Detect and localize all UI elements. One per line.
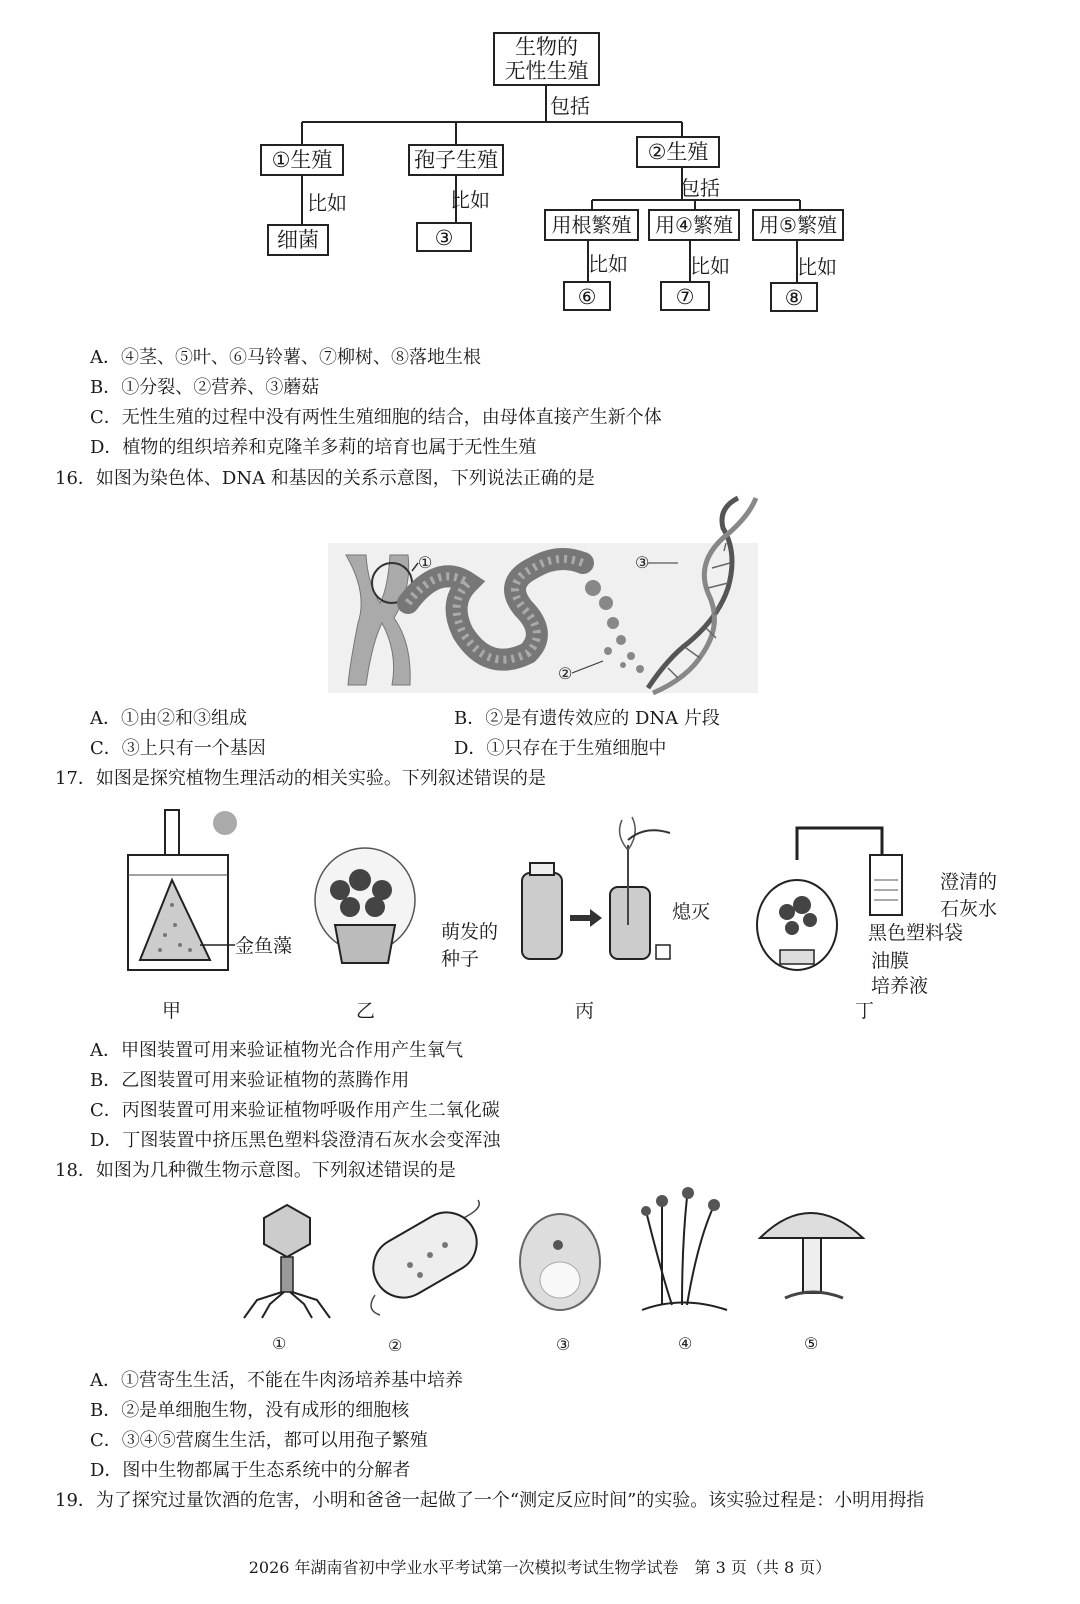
root-line1: 生物的	[515, 35, 578, 59]
microbe-5-mushroom	[755, 1198, 870, 1308]
leaf-box-8: ⑧	[770, 282, 818, 312]
sub-box-5: 用⑤繁殖	[752, 209, 844, 241]
label-chengqing-line1: 澄清的	[940, 871, 998, 893]
sub-box-root: 用根繁殖	[544, 209, 639, 241]
caption-jia: 甲	[162, 1000, 182, 1022]
q18-option-b: B．②是单细胞生物，没有成形的细胞核	[90, 1400, 410, 1421]
branch-box-3: ②生殖	[636, 136, 720, 168]
microbe-1-virus	[232, 1200, 342, 1320]
q16-option-c: C．③上只有一个基因	[90, 738, 266, 759]
page-footer: 2026 年湖南省初中学业水平考试第一次模拟考试生物学试卷 第 3 页（共 8 页）	[248, 1558, 832, 1577]
q17-option-a: A．甲图装置可用来验证植物光合作用产生氧气	[90, 1040, 463, 1061]
caption-ding: 丁	[855, 1000, 875, 1022]
q15-option-a: A．④茎、⑤叶、⑥马铃薯、⑦柳树、⑧落地生根	[90, 347, 481, 368]
q16-label-2: ②	[558, 664, 573, 683]
sub-box-4: 用④繁殖	[648, 209, 740, 241]
chromosome-dna-figure	[328, 493, 778, 698]
q16-option-d: D．①只存在于生殖细胞中	[454, 738, 667, 759]
q18-label-4: ④	[678, 1334, 693, 1353]
q16-label-1: ①	[418, 553, 433, 572]
q15-option-b: B．①分裂、②营养、③蘑菇	[90, 377, 320, 398]
example-label-5: 比如	[797, 255, 837, 279]
label-heise-bag: 黑色塑料袋	[868, 922, 964, 944]
example-label-4: 比如	[690, 254, 730, 278]
experiment-jia-figure	[120, 805, 250, 975]
q18-label-3: ③	[556, 1335, 571, 1354]
q16-option-a: A．①由②和③组成	[90, 708, 247, 729]
leaf-box-3: ③	[416, 222, 472, 252]
q18-option-a: A．①营寄生生活，不能在牛肉汤培养基中培养	[90, 1370, 463, 1391]
q15-option-d: D．植物的组织培养和克隆羊多莉的培育也属于无性生殖	[90, 437, 537, 458]
q18-label-5: ⑤	[804, 1334, 819, 1353]
q18-label-1: ①	[272, 1334, 287, 1353]
label-youmo: 油膜	[871, 950, 910, 972]
label-mengfa-line1: 萌发的	[441, 921, 499, 943]
q17-option-d: D．丁图装置中挤压黑色塑料袋澄清石灰水会变浑浊	[90, 1130, 501, 1151]
q16-label-3: ③	[635, 553, 650, 572]
example-label-1: 比如	[307, 191, 347, 215]
leaf-box-bacteria: 细菌	[267, 224, 329, 256]
q18-label-2: ②	[388, 1336, 403, 1355]
include-label-2: 包括	[680, 176, 720, 200]
root-line2: 无性生殖	[504, 59, 589, 83]
q18-stem: 18．如图为几种微生物示意图。下列叙述错误的是	[55, 1160, 456, 1181]
q17-option-c: C．丙图装置可用来验证植物呼吸作用产生二氧化碳	[90, 1100, 500, 1121]
leaf-box-6: ⑥	[563, 281, 611, 311]
leaf-box-7: ⑦	[660, 281, 710, 311]
experiment-yi-figure	[310, 845, 420, 975]
light-source	[213, 811, 237, 835]
label-jinyuzao: 金鱼藻	[235, 935, 293, 957]
caption-bing: 丙	[575, 1000, 595, 1022]
q16-stem: 16．如图为染色体、DNA 和基因的关系示意图，下列说法正确的是	[55, 468, 595, 489]
q18-option-c: C．③④⑤营腐生生活，都可以用孢子繁殖	[90, 1430, 428, 1451]
q19-stem: 19．为了探究过量饮酒的危害，小明和爸爸一起做了一个“测定反应时间”的实验。该实验过程是：小明用拇指	[55, 1490, 925, 1511]
example-label-3: 比如	[588, 252, 628, 276]
q15-option-c: C．无性生殖的过程中没有两性生殖细胞的结合，由母体直接产生新个体	[90, 407, 662, 428]
microbe-2-bacterium	[360, 1205, 490, 1325]
q18-option-d: D．图中生物都属于生态系统中的分解者	[90, 1460, 411, 1481]
q17-stem: 17．如图是探究植物生理活动的相关实验。下列叙述错误的是	[55, 768, 546, 789]
root-box	[493, 32, 600, 86]
branch-box-1: ①生殖	[260, 144, 344, 176]
microbe-4-mold	[632, 1185, 732, 1315]
label-mengfa-line2: 种子	[441, 948, 480, 970]
microbe-3-yeast	[516, 1210, 606, 1320]
include-label-1: 包括	[550, 94, 590, 118]
example-label-2: 比如	[450, 188, 490, 212]
label-chengqing-line2: 石灰水	[940, 898, 998, 920]
label-peiyang: 培养液	[871, 975, 929, 997]
caption-yi: 乙	[356, 1000, 376, 1022]
experiment-bing-figure	[510, 815, 680, 965]
branch-box-2: 孢子生殖	[408, 144, 504, 176]
q17-option-b: B．乙图装置可用来验证植物的蒸腾作用	[90, 1070, 410, 1091]
q16-option-b: B．②是有遗传效应的 DNA 片段	[454, 708, 720, 729]
label-ximie: 熄灭	[672, 901, 711, 923]
